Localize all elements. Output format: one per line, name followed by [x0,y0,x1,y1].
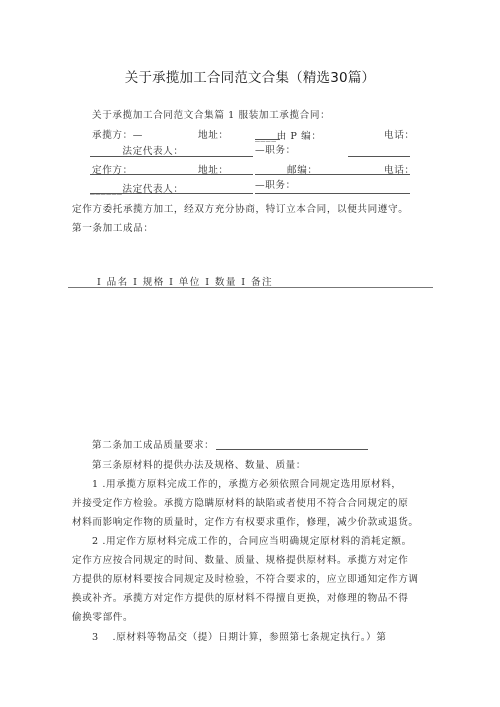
article-1-heading: 第一条加工成品： [72,223,154,234]
party-a-legal-rep-label: ______法定代表人： [90,146,184,157]
clause-1-line-1: 1 .用承揽方原料完成工作的，承揽方必须依照合同规定选用原材料， [92,479,402,490]
party-b-address-label: 地址： [198,165,229,176]
party-b-postcode-label: 邮编： [287,165,318,176]
party-a-legal-rep-underline [90,156,253,157]
article-3-heading: 第三条原材料的提供办法及规格、数量、质量： [92,460,307,471]
clause-2-line-4: 换或补齐。承揽方对定作方提供的原材料不得擅自更换，对修理的物品不得 [72,593,409,604]
clause-2-line-2: 定作方应按合同规定的时间、数量、质量、规格提供原材料。承揽方对定作 [72,555,409,566]
page-title: 关于承揽加工合同范文合集（精选30篇） [124,70,376,86]
clause-2-line-1: 2 .用定作方原材料完成工作的，合同应当明确规定原材料的消耗定额。 [92,536,412,547]
product-table-rule [68,287,433,288]
article-2-heading: 第二条加工成品质量要求： [92,440,215,451]
party-b-label: 定作方： [92,165,133,176]
clause-1-line-3: 材料而影响定作物的质量时，定作方有权要求重作，修理，减少价款或退货。 [72,517,419,528]
party-a-position-label: —职务： [255,145,296,156]
party-a-postcode-underline [255,139,280,140]
article-2-underline [216,449,368,450]
party-b-postcode-underline [255,174,410,175]
party-a-postcode-label: ____由 P 编： [255,131,322,142]
clause-2-line-3: 方提供的原材料要按合同规定及时检验，不符合要求的，应立即通知定作方调 [72,574,419,585]
intro-line: 关于承揽加工合同范文合集篇 1 服装加工承揽合同： [92,110,331,121]
product-table-header: I 品名 I 规格 I 单位 I 数量 I 备注 [97,277,273,288]
party-b-position-label: —职务： [255,180,296,191]
party-a-address-label: 地址： [198,130,229,141]
party-b-legal-rep-label: ______法定代表人： [90,184,184,195]
clause-1-line-2: 并接受定作方检验。承揽方隐瞒原材料的缺陷或者使用不符合合同规定的原 [72,498,409,509]
party-a-label: 承揽方：— [92,130,143,141]
party-b-legal-rep-underline [90,193,253,194]
party-a-phone-label: 电话： [384,130,415,141]
clause-2-line-5: 偷换零部件。 [72,612,134,623]
party-b-address-underline [90,174,253,175]
preamble-text: 定作方委托承揽方加工，经双方充分协商，特订立本合同，以便共同遵守。 [72,204,409,215]
party-b-position-underline [255,193,410,194]
party-b-phone-label: 电话： [384,165,415,176]
clause-3-line: 3 .原材料等物品交（提）日期计算，参照第七条规定执行。）第 [92,632,387,643]
party-a-position-underline [348,156,410,157]
